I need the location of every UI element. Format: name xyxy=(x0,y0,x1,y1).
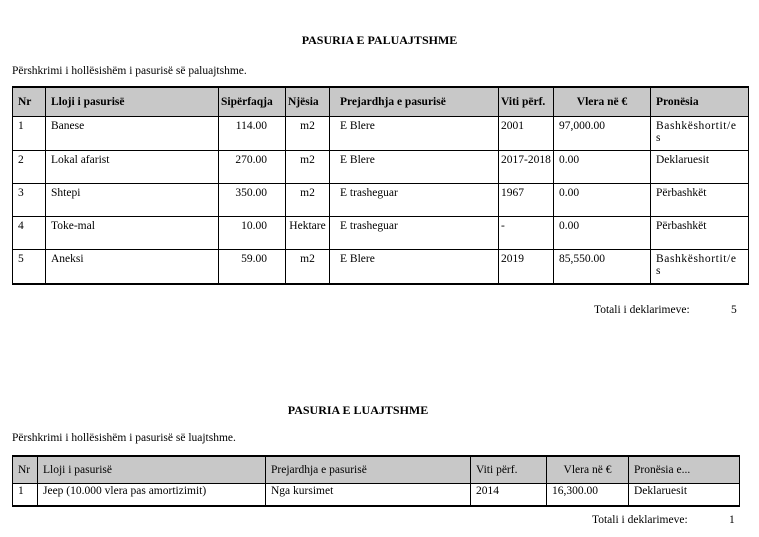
section1-totali-label: Totali i deklarimeve: xyxy=(594,304,690,316)
cell-pronesia: Deklaruesit xyxy=(651,151,749,184)
cell-vlera: 97,000.00 xyxy=(554,117,651,151)
cell-njesia: Hektare xyxy=(286,217,330,250)
cell-vlera: 0.00 xyxy=(554,184,651,217)
cell-viti: 2014 xyxy=(471,484,547,507)
cell-nr: 2 xyxy=(13,151,46,184)
section1-description: Përshkrimi i hollësishëm i pasurisë së paluajtshme. xyxy=(12,65,247,77)
cell-prejardhja: E Blere xyxy=(330,250,499,285)
cell-viti: 1967 xyxy=(499,184,554,217)
col-header-prejardhja: Prejardhja e pasurisë xyxy=(266,456,471,484)
col-header-lloji: Lloji i pasurisë xyxy=(46,87,219,117)
table-row xyxy=(13,184,749,217)
cell-viti: - xyxy=(499,217,554,250)
col-header-nr: Nr xyxy=(13,87,46,117)
table-row xyxy=(13,484,740,507)
col-header-lloji: Lloji i pasurisë xyxy=(38,456,266,484)
table-row xyxy=(13,117,749,151)
table-header-row xyxy=(13,87,749,117)
section2-title: PASURIA E LUAJTSHME xyxy=(287,403,429,417)
movable-property-table xyxy=(12,455,740,507)
cell-njesia: m2 xyxy=(286,151,330,184)
cell-siperfaqja: 59.00 xyxy=(219,250,286,285)
section2-description: Përshkrimi i hollësishëm i pasurisë së luajtshme. xyxy=(12,432,236,444)
pronesia-line2: s xyxy=(656,132,662,144)
table-row xyxy=(13,217,749,250)
cell-vlera: 16,300.00 xyxy=(547,484,629,507)
cell-nr: 1 xyxy=(13,117,46,151)
col-header-siperfaqja: Sipërfaqja xyxy=(219,87,286,117)
cell-njesia: m2 xyxy=(286,250,330,285)
cell-viti: 2017-2018 xyxy=(499,151,554,184)
pronesia-line1: Bashkëshortit/e xyxy=(656,253,737,265)
cell-vlera: 0.00 xyxy=(554,151,651,184)
cell-pronesia: Përbashkët xyxy=(651,184,749,217)
cell-pronesia xyxy=(651,250,749,285)
col-header-viti: Viti përf. xyxy=(499,87,554,117)
cell-nr: 4 xyxy=(13,217,46,250)
col-header-vlera: Vlera në € xyxy=(554,87,651,117)
col-header-vlera: Vlera në € xyxy=(547,456,629,484)
pronesia-line1: Bashkëshortit/e xyxy=(656,120,737,132)
cell-lloji: Shtepi xyxy=(46,184,219,217)
cell-lloji: Banese xyxy=(46,117,219,151)
col-header-prejardhja: Prejardhja e pasurisë xyxy=(330,87,499,117)
cell-prejardhja: Nga kursimet xyxy=(266,484,471,507)
pronesia-line2: s xyxy=(656,265,662,277)
cell-siperfaqja: 350.00 xyxy=(219,184,286,217)
section2-totali-label: Totali i deklarimeve: xyxy=(592,514,688,526)
section1-totali-value: 5 xyxy=(731,304,737,316)
cell-lloji: Toke-mal xyxy=(46,217,219,250)
cell-njesia: m2 xyxy=(286,184,330,217)
immovable-property-table xyxy=(12,86,749,285)
col-header-pronesia: Pronësia xyxy=(651,87,749,117)
cell-prejardhja: E trasheguar xyxy=(330,217,499,250)
cell-lloji: Lokal afarist xyxy=(46,151,219,184)
table-header-row xyxy=(13,456,740,484)
cell-pronesia: Deklaruesit xyxy=(629,484,740,507)
cell-viti: 2001 xyxy=(499,117,554,151)
cell-prejardhja: E trasheguar xyxy=(330,184,499,217)
section1-title: PASURIA E PALUAJTSHME xyxy=(301,33,458,47)
cell-vlera: 85,550.00 xyxy=(554,250,651,285)
cell-prejardhja: E Blere xyxy=(330,117,499,151)
cell-lloji: Jeep (10.000 vlera pas amortizimit) xyxy=(38,484,266,507)
cell-pronesia xyxy=(651,117,749,151)
cell-viti: 2019 xyxy=(499,250,554,285)
cell-siperfaqja: 114.00 xyxy=(219,117,286,151)
col-header-viti: Viti përf. xyxy=(471,456,547,484)
section2-totali-value: 1 xyxy=(729,514,735,526)
cell-njesia: m2 xyxy=(286,117,330,151)
cell-pronesia: Përbashkët xyxy=(651,217,749,250)
cell-lloji: Aneksi xyxy=(46,250,219,285)
table-row xyxy=(13,250,749,285)
col-header-pronesia: Pronësia e... xyxy=(629,456,740,484)
table-row xyxy=(13,151,749,184)
cell-vlera: 0.00 xyxy=(554,217,651,250)
cell-nr: 3 xyxy=(13,184,46,217)
col-header-nr: Nr xyxy=(13,456,38,484)
cell-nr: 1 xyxy=(13,484,38,507)
cell-siperfaqja: 10.00 xyxy=(219,217,286,250)
cell-nr: 5 xyxy=(13,250,46,285)
cell-prejardhja: E Blere xyxy=(330,151,499,184)
col-header-njesia: Njësia xyxy=(286,87,330,117)
cell-siperfaqja: 270.00 xyxy=(219,151,286,184)
